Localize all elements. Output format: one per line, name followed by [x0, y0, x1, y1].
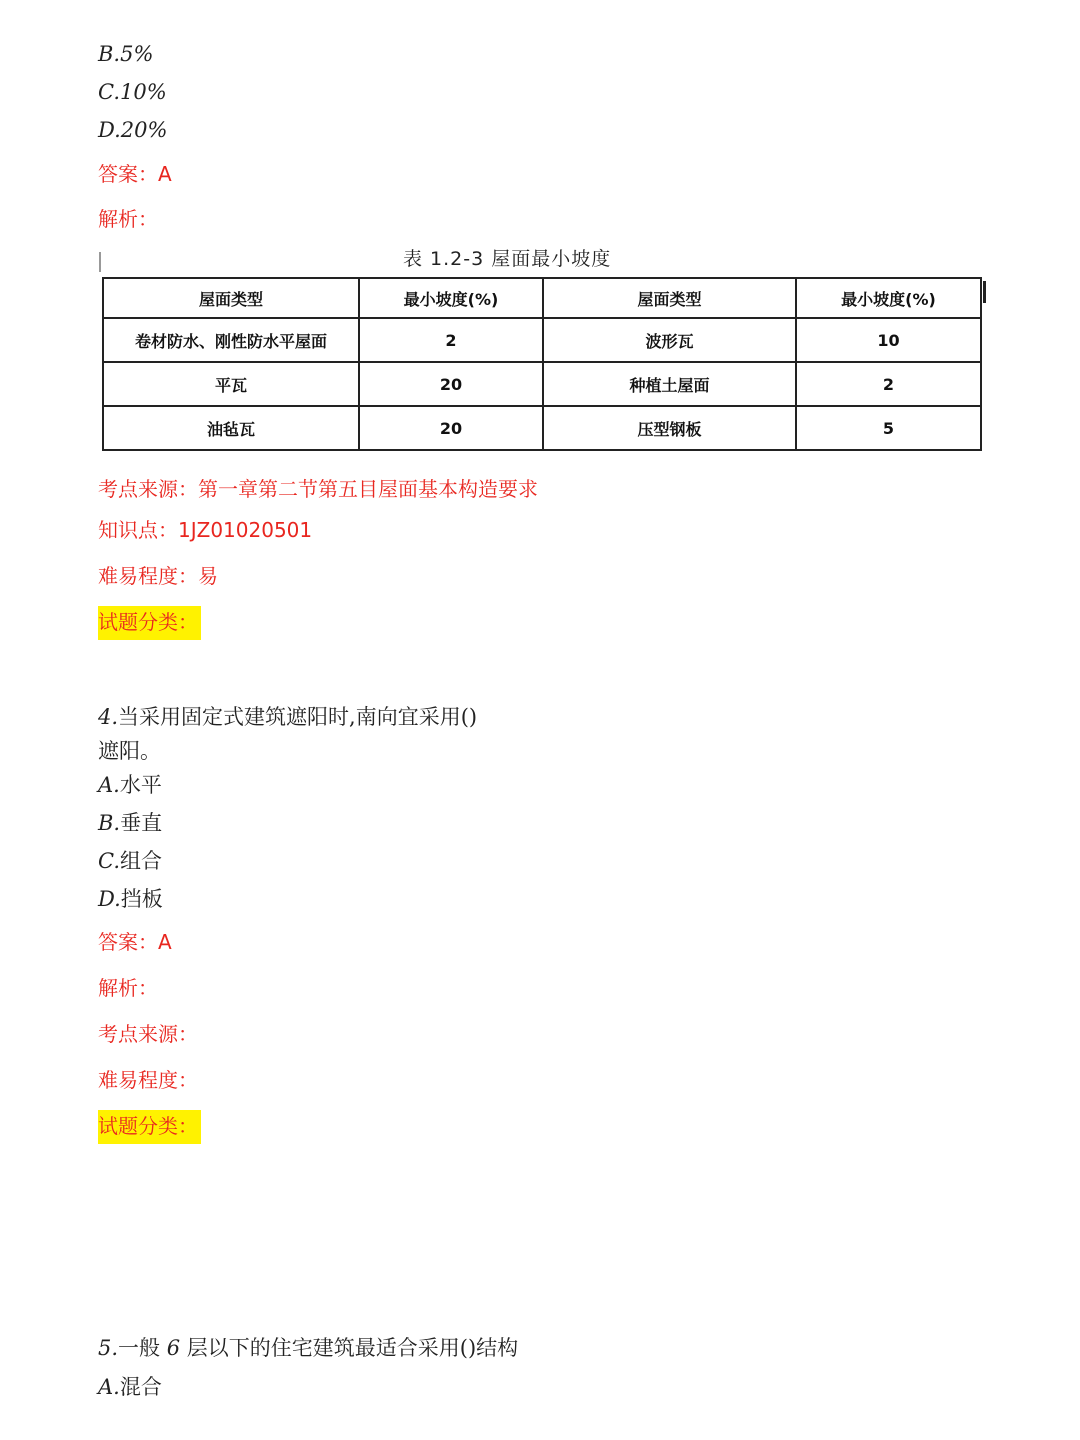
table-cell: 卷材防水、刚性防水平屋面 [103, 318, 359, 362]
q4-difficulty: 难易程度： [98, 1068, 198, 1092]
q4-category-highlight: 试题分类： [98, 1110, 201, 1144]
q4-stem-continued: 遮阳。 [98, 739, 161, 763]
q5-stem: 5.一般 6 层以下的住宅建筑最适合采用()结构 [98, 1336, 519, 1360]
q3-analysis-label: 解析： [98, 207, 158, 231]
table-cell: 20 [359, 362, 543, 406]
table-cell: 2 [359, 318, 543, 362]
q3-category [98, 612, 201, 632]
table-edge-mark [983, 281, 986, 303]
q3-source: 考点来源：第一章第二节第五目屋面基本构造要求 [98, 477, 538, 501]
table-cell: 油毡瓦 [103, 406, 359, 450]
table-cell: 平瓦 [103, 362, 359, 406]
q4-option-a: A.水平 [98, 773, 162, 797]
q3-difficulty: 难易程度：易 [98, 564, 218, 588]
q4-analysis-label: 解析： [98, 976, 158, 1000]
q3-category-highlight: 试题分类： [98, 606, 201, 640]
q3-knowledge-point: 知识点：1JZ01020501 [98, 518, 313, 542]
q4-source: 考点来源： [98, 1022, 198, 1046]
table-row [103, 406, 981, 450]
q4-option-b: B.垂直 [98, 811, 163, 835]
q3-option-d: D.20% [98, 118, 168, 142]
q3-option-c: C.10% [98, 80, 167, 104]
table-caption: 表 1.2-3 屋面最小坡度 [403, 248, 612, 270]
q4-category [98, 1116, 201, 1136]
q4-option-c: C.组合 [98, 849, 162, 873]
table-cell: 压型钢板 [543, 406, 796, 450]
table-row [103, 318, 981, 362]
table-header-cell: 屋面类型 [543, 278, 796, 318]
q4-stem: 4.当采用固定式建筑遮阳时,南向宜采用() [98, 705, 478, 729]
q3-option-b: B.5% [98, 42, 154, 66]
table-cell: 波形瓦 [543, 318, 796, 362]
q4-answer: 答案：A [98, 930, 172, 954]
roof-slope-table [102, 277, 982, 451]
table-cell: 2 [796, 362, 981, 406]
table-header-cell: 最小坡度(%) [359, 278, 543, 318]
table-cell: 20 [359, 406, 543, 450]
q5-option-a: A.混合 [98, 1375, 162, 1399]
table-cell: 10 [796, 318, 981, 362]
table-cell: 种植土屋面 [543, 362, 796, 406]
table-row [103, 362, 981, 406]
table-header-cell: 最小坡度(%) [796, 278, 981, 318]
q4-option-d: D.挡板 [98, 887, 163, 911]
table-header-row [103, 278, 981, 318]
table-cell: 5 [796, 406, 981, 450]
table-header-cell: 屋面类型 [103, 278, 359, 318]
table-edge-mark [99, 252, 101, 272]
q3-answer: 答案：A [98, 162, 172, 186]
